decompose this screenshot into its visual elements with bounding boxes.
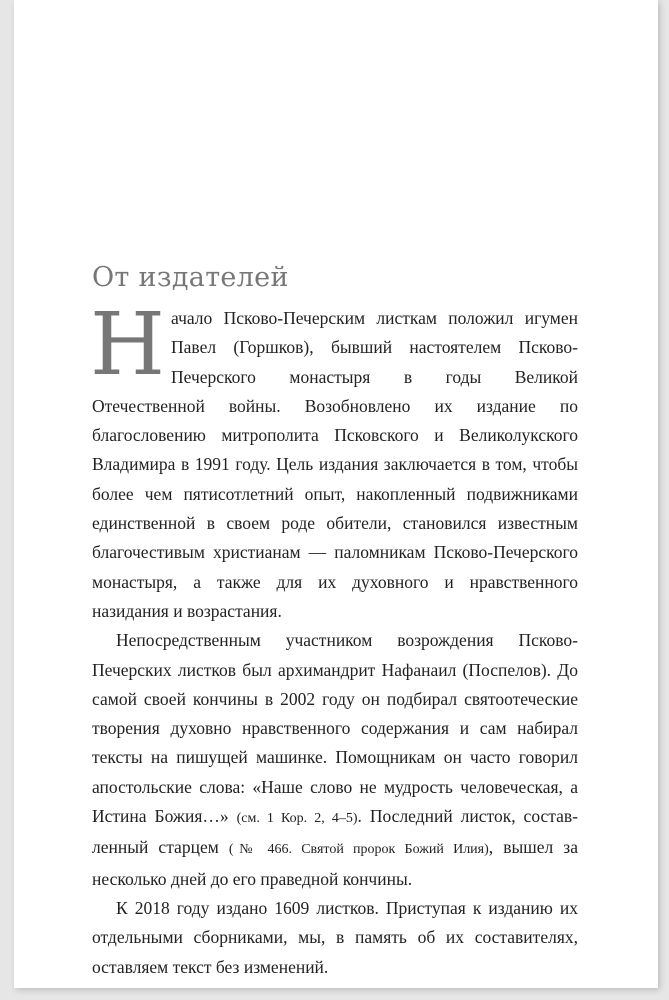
page-content xyxy=(92,258,578,982)
drop-cap: Н xyxy=(90,295,165,395)
book-page xyxy=(14,0,658,988)
bible-reference: (см. 1 Кор. 2, 4–5) xyxy=(236,811,358,827)
paragraph-2-text-after: , вышел за несколько дней до его праведной кончины. xyxy=(92,837,578,889)
paragraph-2 xyxy=(92,626,578,894)
paragraph-1-text: ачало Псково-Печерским листкам положил игумен Павел (Горшков), бывший настоятелем Псково-Печерского монастыря в годы Великой Отечественной войны. Возобновлено их издание по благословению митрополита Псковского и Великолукского Владимира в 1991 году. Цель издания заключается в том, чтобы более чем пятисотлетний опыт, накопленный подвижниками единственной в своем роде обители, становился известным благочестивым христианам — паломникам Псково-Печерского монастыря, а также для их духовного и нравственного назидания и возрастания. xyxy=(92,308,578,621)
paragraph-2-text-before: Непосредственным участником возрождения Псково-Печерских листков был архимандрит Нафанаил (Поспелов). До самой своей кончины в 2002 году он подбирал святоотеческие творения духовно нравственного содержания и сам набирал тексты на пишущей машинке. Помощникам он часто говорил апостольские слова: «Наше слово не мудрость человеческая, а Истина Божия…» xyxy=(92,630,578,827)
leaflet-reference: (№ 466. Святой пророк Божий Илия) xyxy=(228,842,489,858)
paragraph-2-text-middle: . Последний листок, составленный старцем xyxy=(92,806,578,858)
paragraph-1 xyxy=(90,295,578,626)
paragraph-3: К 2018 году издано 1609 листков. Приступая к изданию их отдельными сборниками, мы, в память об их составителях, оставляем текст без изменений. xyxy=(92,897,578,977)
page-title: От издателей xyxy=(92,262,289,293)
